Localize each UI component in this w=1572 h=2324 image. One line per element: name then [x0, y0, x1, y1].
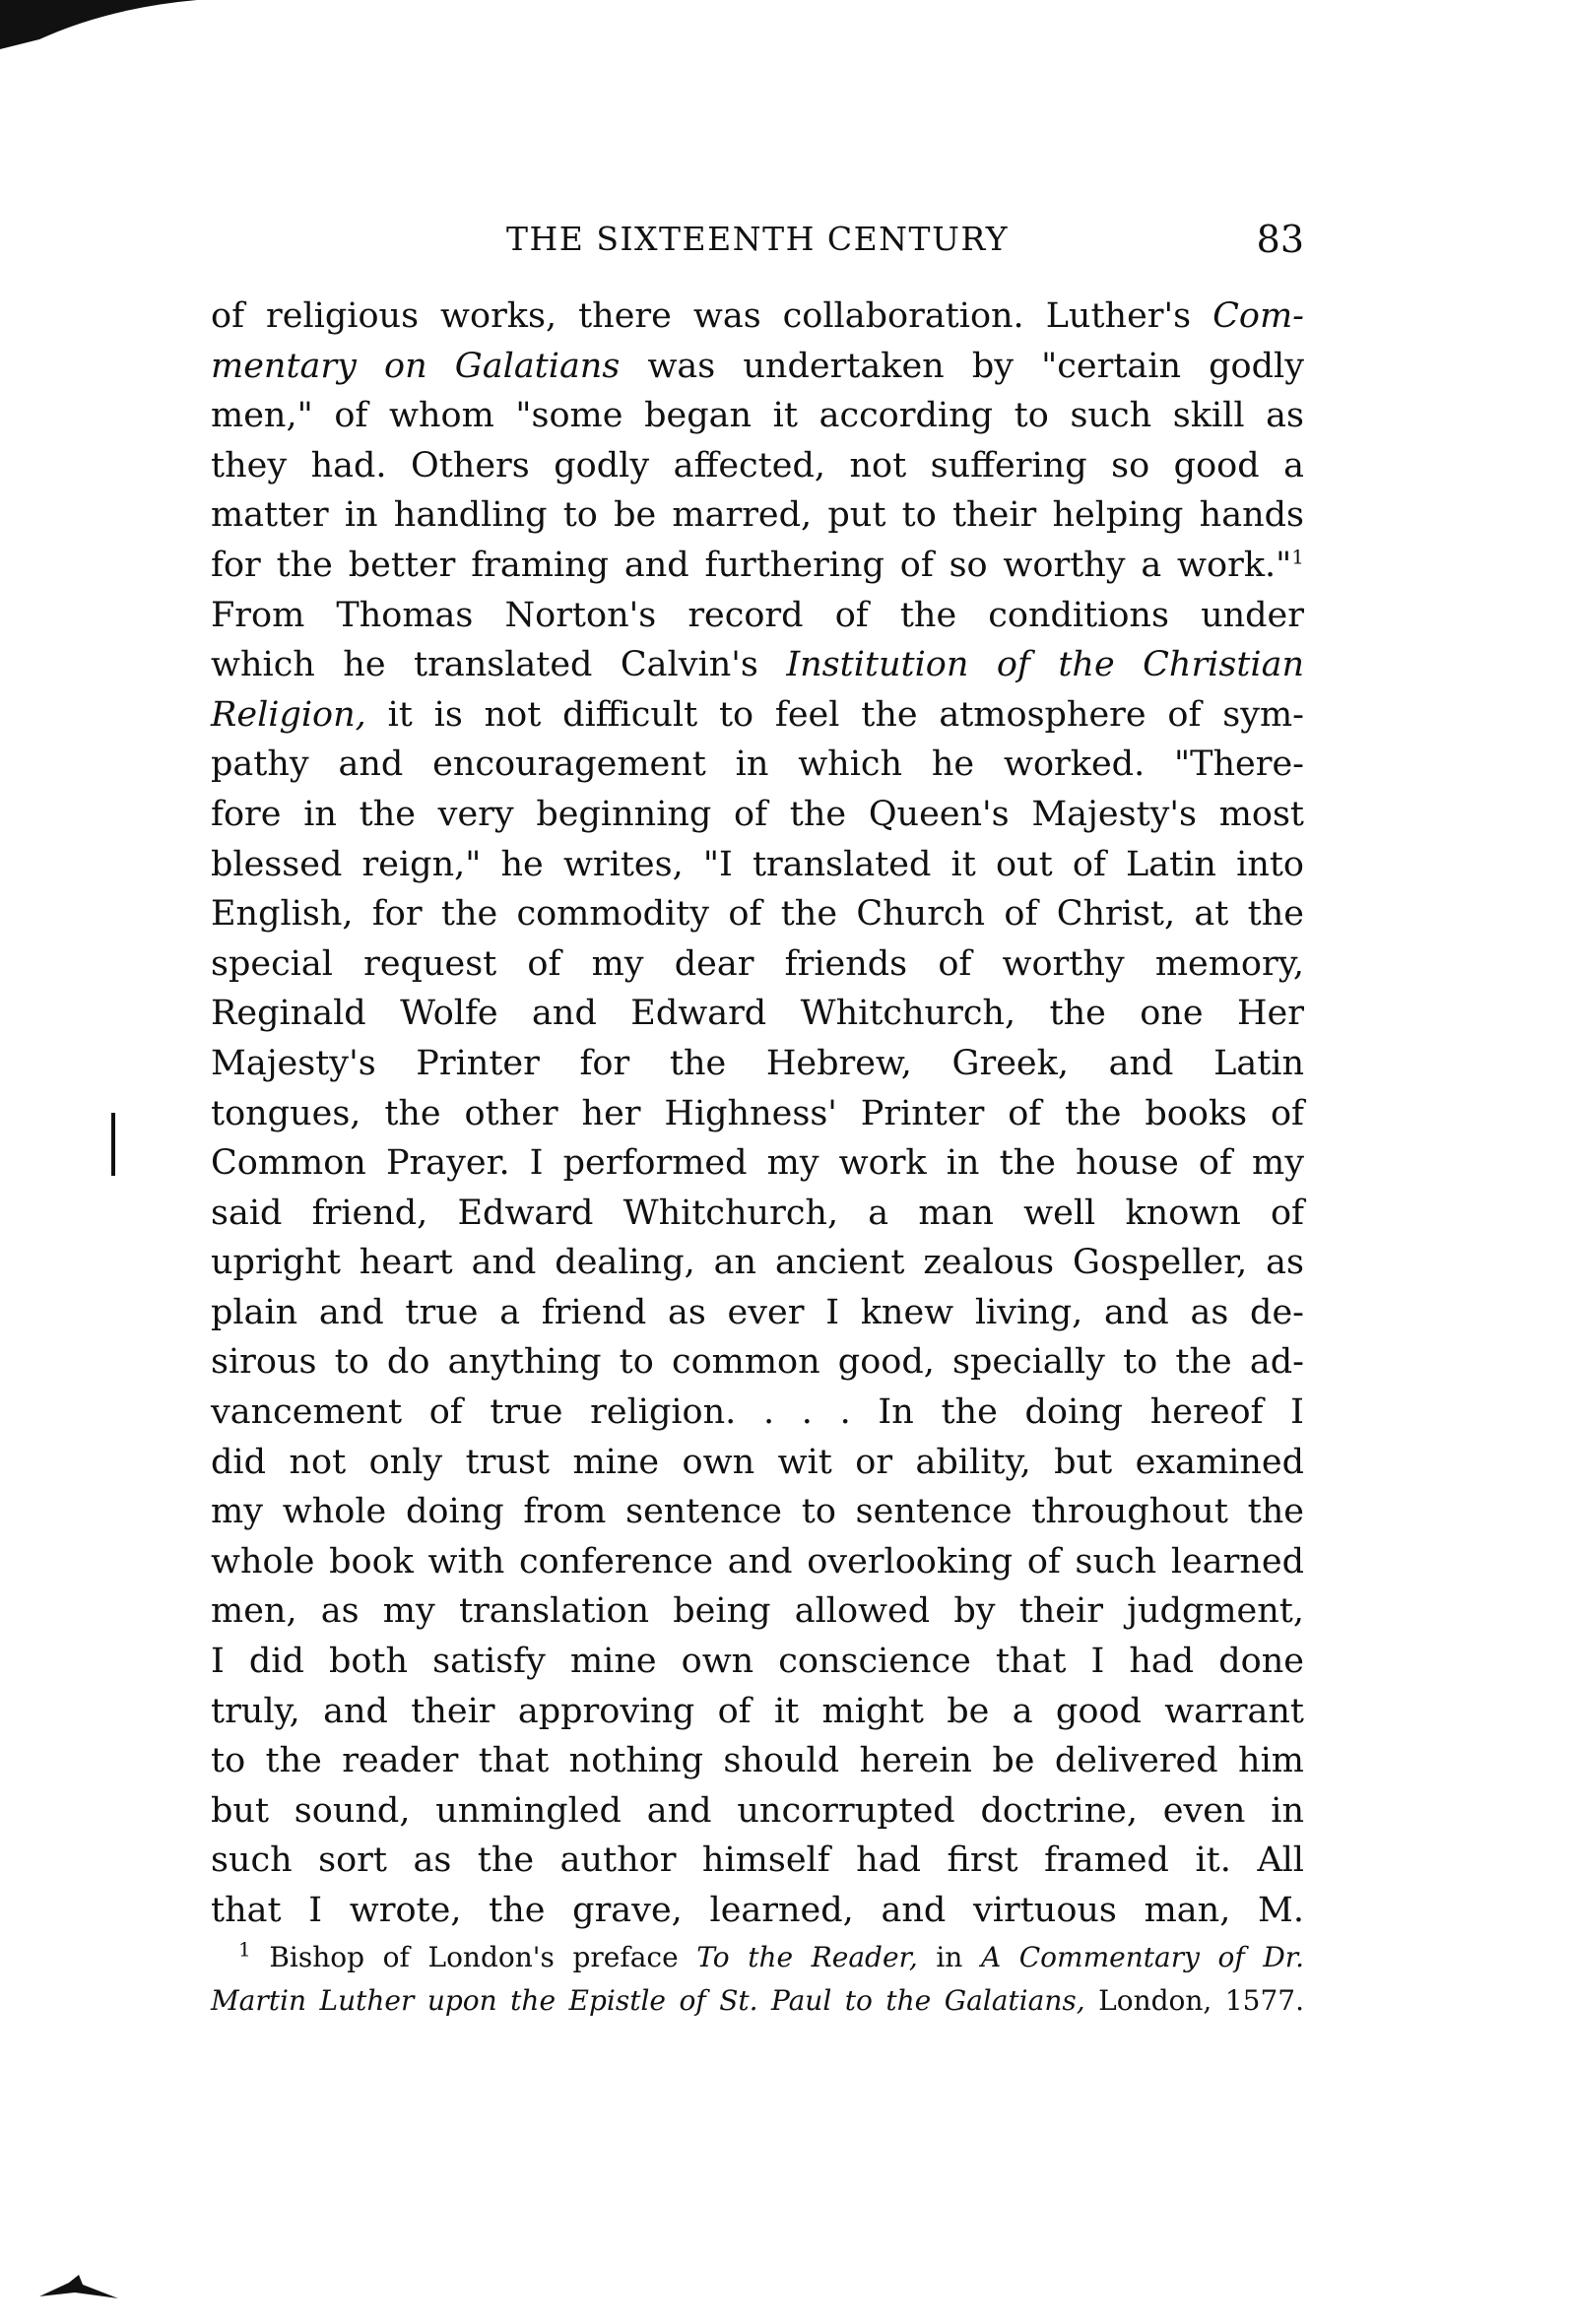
- footnote-marker: 1: [238, 1937, 251, 1962]
- text-line: [211, 690, 1304, 741]
- italic-text: Institution of the Christian: [786, 645, 1304, 685]
- italic-text: To the Reader,: [696, 1941, 918, 1973]
- text-run: plain and true a friend as ever I knew living, and as de-: [211, 1292, 1304, 1332]
- text-line: [211, 989, 1304, 1039]
- text-line: [211, 1537, 1304, 1587]
- text-run: Reginald Wolfe and Edward Whitchurch, the one Her: [211, 994, 1304, 1034]
- text-run: for the better framing and furthering of so worthy a work.": [211, 545, 1292, 585]
- text-line: [211, 1687, 1304, 1737]
- text-line: [211, 541, 1304, 591]
- italic-text: on: [356, 346, 455, 386]
- text-run: was undertaken by "certain godly: [620, 346, 1304, 386]
- text-line: [211, 1189, 1304, 1239]
- text-line: [211, 1736, 1304, 1786]
- footnote-marker: 1: [1291, 545, 1304, 569]
- italic-text: A Commentary of Dr.: [980, 1941, 1304, 1973]
- text-run: I did both satisfy mine own conscience that I had done: [211, 1642, 1304, 1682]
- text-run: men," of whom "some began it according to such skill as: [211, 396, 1304, 436]
- text-run: pathy and encouragement in which he worked. "There-: [211, 744, 1304, 785]
- text-line: [211, 1487, 1304, 1537]
- text-run: did not only trust mine own wit or ability, but examined: [211, 1442, 1304, 1482]
- italic-text: Galatians: [454, 346, 621, 386]
- text-run: that I wrote, the grave, learned, and virtuous man, M.: [211, 1891, 1304, 1930]
- text-run: tongues, the other her Highness' Printer of the books of: [211, 1093, 1304, 1133]
- text-line: [211, 342, 1304, 392]
- text-line: [211, 889, 1304, 939]
- text-run: London, 1577.: [1084, 1984, 1304, 2017]
- text-run: blessed reign," he writes, "I translated it out of Latin into: [211, 844, 1304, 884]
- text-run: Majesty's Printer for the Hebrew, Greek, and Latin: [211, 1043, 1304, 1083]
- text-line: [211, 1886, 1304, 1936]
- text-line: [211, 1786, 1304, 1837]
- text-run: men, as my translation being allowed by their judgment,: [211, 1591, 1304, 1632]
- text-line: [211, 640, 1304, 690]
- italic-text: Com-: [1212, 296, 1304, 336]
- footnote: [211, 1936, 1304, 2023]
- text-line: [211, 1438, 1304, 1488]
- page-bottom-mark: [39, 2275, 118, 2304]
- text-run: whole book with conference and overlooking of such learned: [211, 1541, 1304, 1582]
- text-line: [211, 291, 1304, 342]
- text-run: Common Prayer. I performed my work in the house of my: [211, 1143, 1304, 1184]
- text-line: [211, 840, 1304, 890]
- text-run: truly, and their approving of it might be a good warrant: [211, 1691, 1304, 1731]
- text-line: [211, 1388, 1304, 1438]
- text-run: of religious works, there was collaboration. Luther's: [211, 296, 1213, 336]
- text-line: [211, 1089, 1304, 1139]
- page-number: 83: [1256, 218, 1304, 261]
- italic-text: mentary: [211, 346, 357, 386]
- text-line: [211, 1637, 1304, 1687]
- text-line: [211, 591, 1304, 641]
- text-run: said friend, Edward Whitchurch, a man well known of: [211, 1193, 1304, 1233]
- text-line: [211, 1238, 1304, 1288]
- text-run: Bishop of London's preface: [250, 1941, 697, 1973]
- text-run: to the reader that nothing should herein be delivered him: [211, 1741, 1304, 1781]
- running-head: [211, 215, 1304, 264]
- text-run: but sound, unmingled and uncorrupted doctrine, even in: [211, 1790, 1304, 1831]
- footnote-line: [211, 1936, 1304, 1979]
- text-line: [211, 1138, 1304, 1189]
- text-run: upright heart and dealing, an ancient zealous Gospeller, as: [211, 1243, 1304, 1283]
- text-line: [211, 939, 1304, 990]
- text-line: [211, 441, 1304, 491]
- text-run: From Thomas Norton's record of the conditions under: [211, 595, 1304, 635]
- margin-rule: [111, 1113, 115, 1176]
- text-line: [211, 1288, 1304, 1338]
- text-run: which he translated Calvin's: [211, 645, 787, 685]
- italic-text: Martin Luther upon the Epistle of St. Paul to the Galatians,: [211, 1984, 1085, 2017]
- text-run: fore in the very beginning of the Queen's Majesty's most: [211, 794, 1304, 834]
- text-run: matter in handling to be marred, put to their helping hands: [211, 495, 1304, 536]
- text-run: sirous to do anything to common good, specially to the ad-: [211, 1342, 1304, 1383]
- text-line: [211, 391, 1304, 441]
- text-run: special request of my dear friends of worthy memory,: [211, 943, 1304, 984]
- text-line: [211, 1039, 1304, 1089]
- text-line: [211, 490, 1304, 541]
- text-run: they had. Others godly affected, not suffering so good a: [211, 445, 1304, 485]
- text-run: my whole doing from sentence to sentence throughout the: [211, 1492, 1304, 1532]
- running-title: THE SIXTEENTH CENTURY: [506, 220, 1009, 258]
- text-run: English, for the commodity of the Church of Christ, at the: [211, 894, 1304, 935]
- text-line: [211, 1337, 1304, 1388]
- text-run: it is not difficult to feel the atmosphere of sym-: [365, 694, 1304, 735]
- text-line: [211, 1586, 1304, 1637]
- body-text: [211, 291, 1304, 1936]
- italic-text: Religion,: [211, 694, 366, 735]
- text-run: vancement of true religion. . . . In the doing hereof I: [211, 1392, 1304, 1433]
- footnote-line: [211, 1979, 1304, 2023]
- text-run: in: [917, 1941, 981, 1973]
- text-line: [211, 1836, 1304, 1886]
- text-line: [211, 740, 1304, 790]
- page-corner-mark: [0, 0, 197, 59]
- text-run: such sort as the author himself had first framed it. All: [211, 1840, 1304, 1881]
- text-line: [211, 790, 1304, 840]
